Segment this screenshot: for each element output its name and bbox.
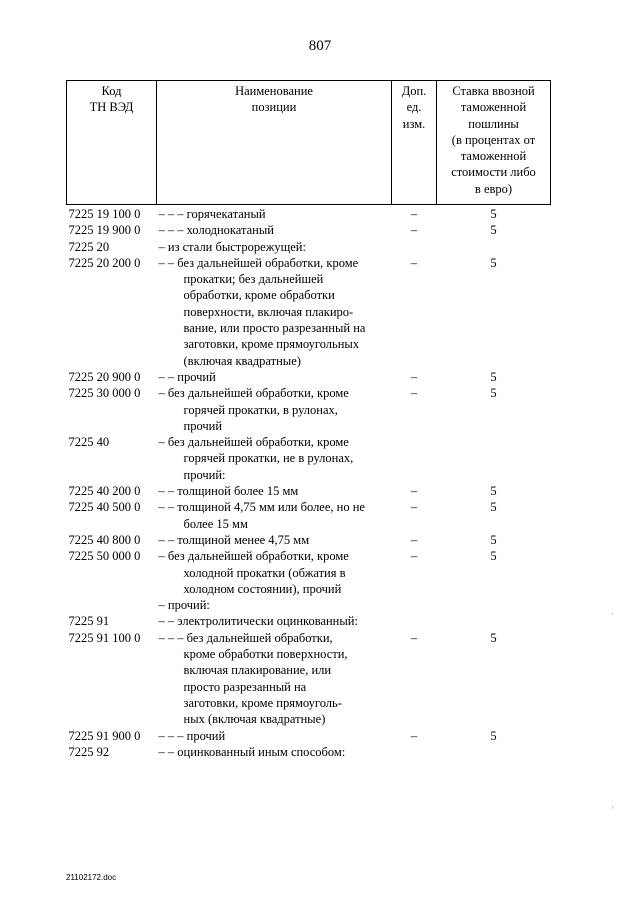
row-name-line: – – – без дальнейшей обработки,: [158, 630, 333, 645]
row-code: 7225 50 000 0: [68, 549, 141, 564]
row-rate: [437, 613, 551, 629]
row-name-line: – прочий:: [158, 598, 210, 613]
table-row: [67, 613, 551, 629]
row-code: 7225 91 900 0: [68, 728, 141, 743]
row-rate: 5: [490, 500, 497, 515]
header-name: Наименование позиции: [157, 81, 392, 205]
row-unit: –: [410, 223, 418, 238]
row-rate: 5: [490, 255, 497, 270]
row-name-line: – без дальнейшей обработки, кроме: [158, 386, 349, 401]
table-row: [67, 728, 551, 744]
row-rate: 5: [490, 223, 497, 238]
row-name-line: включая плакирование, или: [183, 663, 332, 678]
table-row: [67, 483, 551, 499]
row-unit: –: [410, 369, 418, 384]
row-name: [157, 255, 392, 369]
row-rate: [437, 434, 551, 483]
row-code: 7225 92: [68, 744, 110, 759]
table-row: [67, 630, 551, 728]
row-name: [157, 222, 392, 238]
table-header: [67, 81, 551, 205]
table-row: [67, 434, 551, 483]
table-body: [67, 205, 551, 761]
row-name: [157, 744, 392, 760]
row-rate: 5: [490, 369, 497, 384]
row-name: [157, 239, 392, 255]
row-name: [157, 728, 392, 744]
row-code: 7225 20 200 0: [68, 255, 141, 270]
row-name: [157, 597, 392, 613]
row-name-line: более 15 мм: [183, 516, 248, 531]
page-number: 807: [308, 38, 332, 54]
footer-filename: 21102172.doc: [66, 873, 117, 882]
row-unit: –: [410, 255, 418, 270]
row-name-line: холодной прокатки (обжатия в: [183, 565, 346, 580]
row-name-line: заготовки, кроме прямоугольных: [183, 337, 360, 352]
header-unit: Доп. ед. изм.: [392, 81, 437, 205]
row-name: [157, 369, 392, 385]
row-name-line: прочий: [183, 418, 223, 433]
row-name: [157, 630, 392, 728]
row-code: [67, 597, 157, 613]
row-rate: [437, 744, 551, 760]
row-code: 7225 30 000 0: [68, 386, 141, 401]
table-row: [67, 205, 551, 223]
row-name-line: – – – прочий: [158, 728, 226, 743]
table-row: [67, 239, 551, 255]
row-name-line: поверхности, включая плакиро-: [183, 304, 354, 319]
scan-mark: [612, 806, 613, 809]
row-name-line: – – – горячекатаный: [158, 207, 266, 221]
table-row: [67, 597, 551, 613]
row-name-line: – – толщиной менее 4,75 мм: [158, 532, 310, 547]
row-unit: –: [410, 728, 418, 743]
header-rate: Ставка ввозной таможенной пошлины (в процентах от таможенной стоимости либо в евро): [437, 81, 551, 205]
row-name-line: холодном состоянии), прочий: [183, 581, 342, 596]
table-row: [67, 385, 551, 434]
row-rate: 5: [490, 630, 497, 645]
row-unit: –: [410, 500, 418, 515]
table-row: [67, 744, 551, 760]
table-row: [67, 369, 551, 385]
row-name-line: заготовки, кроме прямоуголь-: [183, 695, 342, 710]
row-code: 7225 40: [68, 435, 110, 450]
row-unit: [392, 744, 437, 760]
row-name-line: прочий:: [183, 467, 226, 482]
row-unit: [392, 239, 437, 255]
row-name-line: просто разрезанный на: [183, 679, 307, 694]
row-rate: 5: [490, 484, 497, 499]
row-unit: –: [410, 484, 418, 499]
row-name-line: прокатки; без дальнейшей: [183, 272, 324, 287]
row-name: [157, 548, 392, 597]
row-rate: 5: [490, 549, 497, 564]
row-name: [157, 205, 392, 223]
row-code: 7225 91 100 0: [68, 630, 141, 645]
row-code: 7225 91: [68, 614, 110, 629]
row-name-line: – – электролитически оцинкованный:: [158, 614, 358, 629]
row-name-line: – без дальнейшей обработки, кроме: [158, 549, 349, 564]
row-code: 7225 40 500 0: [68, 500, 141, 515]
row-name: [157, 483, 392, 499]
row-name-line: (включая квадратные): [183, 353, 301, 368]
table-row: [67, 532, 551, 548]
row-rate: [437, 239, 551, 255]
row-unit: [392, 597, 437, 613]
table-row: [67, 222, 551, 238]
row-name-line: кроме обработки поверхности,: [183, 647, 348, 662]
scan-mark: [612, 612, 613, 615]
table-row: [67, 499, 551, 532]
row-rate: 5: [490, 532, 497, 547]
row-name-line: – – толщиной более 15 мм: [158, 484, 299, 499]
row-name-line: – без дальнейшей обработки, кроме: [158, 435, 349, 450]
row-unit: –: [410, 630, 418, 645]
row-name-line: горячей прокатки, в рулонах,: [183, 402, 338, 417]
row-name-line: – – прочий: [158, 369, 216, 384]
row-unit: [392, 434, 437, 483]
row-name: [157, 532, 392, 548]
row-name-line: – – оцинкованный иным способом:: [158, 744, 346, 759]
row-name-line: – из стали быстрорежущей:: [158, 239, 306, 254]
table-row: [67, 255, 551, 369]
row-name: [157, 434, 392, 483]
row-name-line: – – – холоднокатаный: [158, 223, 274, 238]
row-name-line: – – толщиной 4,75 мм или более, но не: [158, 500, 365, 515]
row-code: 7225 19 900 0: [68, 223, 141, 238]
row-rate: 5: [490, 207, 497, 221]
row-unit: –: [410, 532, 418, 547]
row-unit: –: [410, 386, 418, 401]
table-row: [67, 548, 551, 597]
row-unit: –: [410, 207, 418, 221]
row-rate: 5: [490, 386, 497, 401]
row-code: 7225 20 900 0: [68, 369, 141, 384]
row-name: [157, 385, 392, 434]
row-name-line: вание, или просто разрезанный на: [183, 321, 366, 336]
row-rate: 5: [490, 728, 497, 743]
header-code: Код ТН ВЭД: [67, 81, 157, 205]
row-name: [157, 499, 392, 532]
row-code: 7225 20: [68, 239, 110, 254]
row-name-line: горячей прокатки, не в рулонах,: [183, 451, 354, 466]
row-unit: –: [410, 549, 418, 564]
row-unit: [392, 613, 437, 629]
row-code: 7225 19 100 0: [68, 207, 141, 221]
row-code: 7225 40 200 0: [68, 484, 141, 499]
row-name-line: ных (включая квадратные): [183, 712, 326, 727]
row-name-line: – – без дальнейшей обработки, кроме: [158, 255, 359, 270]
tariff-table: [66, 80, 551, 760]
row-code: 7225 40 800 0: [68, 532, 141, 547]
row-name: [157, 613, 392, 629]
row-name-line: обработки, кроме обработки: [183, 288, 335, 303]
row-rate: [437, 597, 551, 613]
